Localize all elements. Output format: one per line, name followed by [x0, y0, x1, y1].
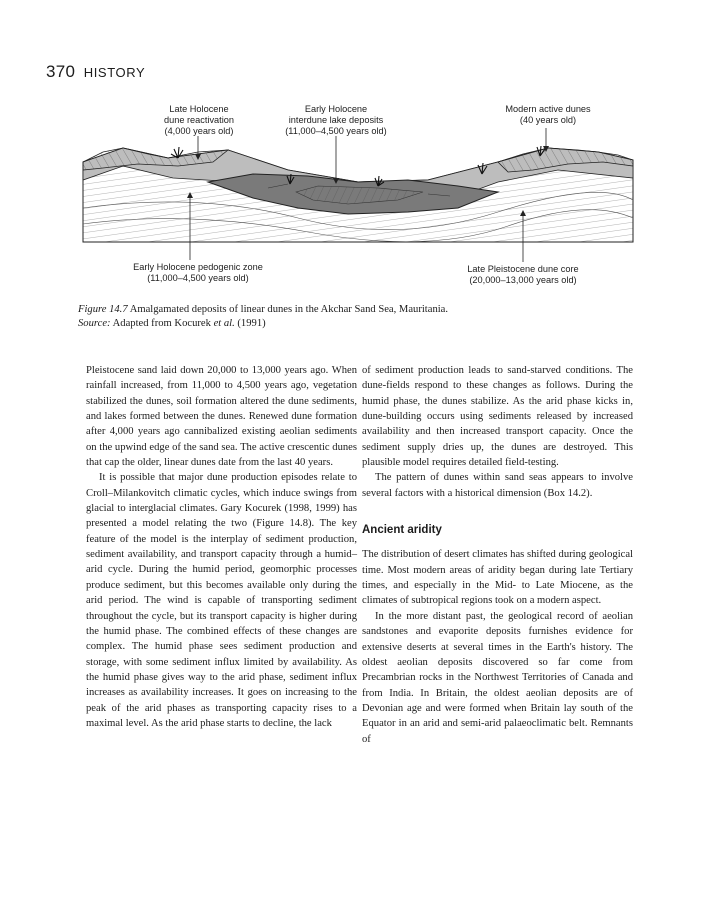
right-column — [362, 363, 633, 747]
left-column — [86, 363, 357, 731]
page-number: 370 — [46, 62, 76, 81]
label-modern-active-dunes: Modern active dunes (40 years old) — [505, 104, 591, 125]
source-text: Adapted from Kocurek — [112, 318, 211, 329]
paragraph: In the more distant past, the geological record of aeolian sandstones and evaporite deposits furnishes evidence for extensive deserts at several times in the Earth's history. The oldest aeolian deposits discovered so far come from Precambrian rocks in the Northwest Territories of Canada and from India. In Britain, the oldest aeolian deposits are of Devonian age and were formed when Britain lay south of the Equator in an arid and semi-arid palaeoclimatic belt. Remnants of — [362, 610, 633, 745]
section-title: HISTORY — [83, 65, 146, 80]
source-year: (1991) — [237, 318, 266, 329]
source-label: Source: — [78, 318, 111, 329]
label-early-holocene-lake: Early Holocene interdune lake deposits (11,000–4,500 years old) — [285, 104, 387, 136]
paragraph: It is possible that major dune production episodes relate to Croll–Milankovitch climatic cycles, which induce swings from glacial to interglacial climates. Gary Kocurek (1998, 1999) has presented a model relating the two (Figure 14.8). The key feature of the model is the interplay of sediment production, sediment availability, and transport capacity through a humid–arid cycle. During the humid period, geomorphic processes produce sediment, but this becomes available only during the arid period. The wind is capable of transporting sediment throughout the cycle, but its transport capacity is higher during the humid phase. The combined effects of these changes are complex. The humid phase sees sediment production and storage, with some sediment influx limited by availability. As the humid phase gives way to the arid phase, sediment influx increases as availability increases. It goes on increasing to the peak of the arid phases as transporting capacity rises to a maximal level. As the arid phase starts to decline, the lack — [86, 472, 357, 729]
running-header — [46, 62, 145, 82]
paragraph: Pleistocene sand laid down 20,000 to 13,000 years ago. When rainfall increased, from 11,000 to 4,500 years ago, vegetation stabilized the dunes, soil formation altered the dune sediments, and lakes formed between the dunes. Renewed dune formation after 4,000 years ago cannibalized existing aeolian sediments on the upwind edge of the sand sea. The active crescentic dunes that cap the older, linear dunes date from the last 40 years. — [86, 365, 357, 469]
paragraph: of sediment production leads to sand-starved conditions. The dune-fields respond to these changes as follows. During the humid phase, the dunes stabilize. As the arid phase kicks in, dune-building occurs using sediments released by increased availability and then increased transport capacity. Once the sediment supply dries up, the dunes are destroyed. This plausible model requires detailed field-testing. — [362, 365, 633, 469]
figure-caption — [78, 303, 638, 331]
label-late-holocene-reactivation: Late Holocene dune reactivation (4,000 years old) — [164, 104, 234, 136]
paragraph: The distribution of desert climates has shifted during geological time. Most modern areas of aridity began during late Tertiary times, and especially in the Mid- to Late Miocene, as the climates of subtropical regions took on a modern aspect. — [362, 549, 633, 607]
label-pleistocene-dune-core: Late Pleistocene dune core (20,000–13,000 years old) — [467, 264, 579, 285]
section-heading: Ancient aridity — [362, 524, 442, 537]
source-etal: et al. — [213, 318, 235, 329]
label-pedogenic-zone: Early Holocene pedogenic zone (11,000–4,500 years old) — [133, 262, 263, 283]
figure-number: Figure 14.7 — [78, 304, 128, 315]
figure-caption-text: Amalgamated deposits of linear dunes in the Akchar Sand Sea, Mauritania. — [129, 304, 449, 315]
paragraph: The pattern of dunes within sand seas appears to involve several factors with a historical dimension (Box 14.2). — [362, 472, 633, 499]
dune-cross-section-figure — [78, 100, 638, 294]
